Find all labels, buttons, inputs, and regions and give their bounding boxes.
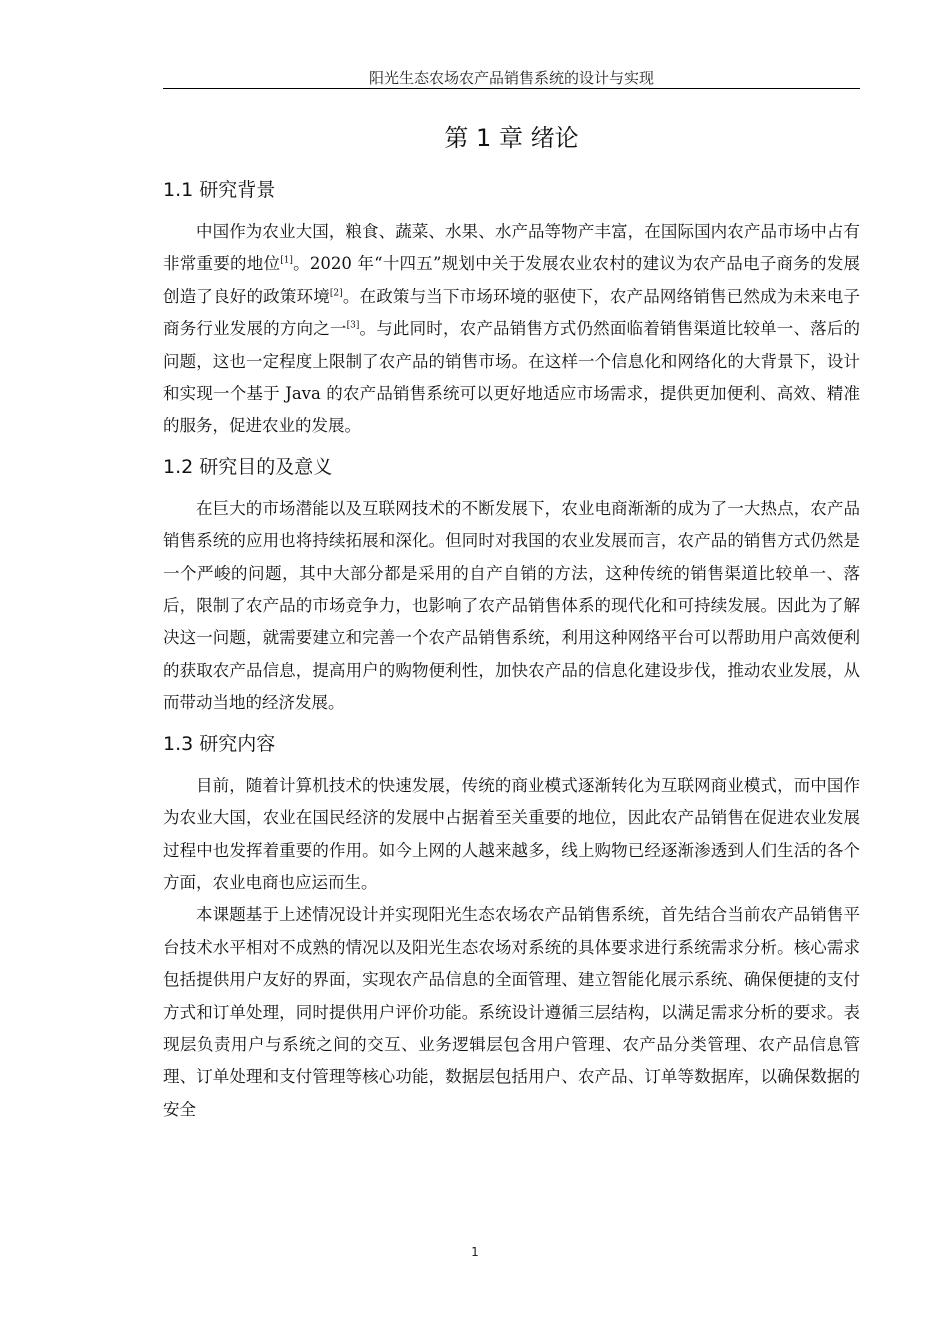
citation-ref-2[interactable]: [2] xyxy=(329,288,343,299)
page-body xyxy=(163,118,860,1126)
paragraph-background: 中国作为农业大国，粮食、蔬菜、水果、水产品等物产丰富，在国际国内农产品市场中占有非常重要的地位[1]。2020 年“十四五”规划中关于发展农业农村的建议为农产品电子商务的发展创造了良好的政策环境[2]。在政策与当下市场环境的驱使下，农产品网络销售已然成为未来电子商务行业发展的方向之一[3]。与此同时，农产品销售方式仍然面临着销售渠道比较单一、落后的问题，这也一定程度上限制了农产品的销售市场。在这样一个信息化和网络化的大背景下，设计和实现一个基于 Java 的农产品销售系统可以更好地适应市场需求，提供更加便利、高效、精准的服务，促进农业的发展。 xyxy=(163,222,861,436)
header-rule xyxy=(163,88,860,89)
paragraph-content-2: 本课题基于上述情况设计并实现阳光生态农场农产品销售系统，首先结合当前农产品销售平台技术水平相对不成熟的情况以及阳光生态农场对系统的具体要求进行系统需求分析。核心需求包括提供用户友好的界面，实现农产品信息的全面管理、建立智能化展示系统、确保便捷的支付方式和订单处理，同时提供用户评价功能。系统设计遵循三层结构，以满足需求分析的要求。表现层负责用户与系统之间的交互、业务逻辑层包含用户管理、农产品分类管理、农产品信息管理、订单处理和支付管理等核心功能，数据层包括用户、农产品、订单等数据库，以确保数据的安全 xyxy=(163,905,860,1119)
section-heading-1-2: 1.2 研究目的及意义 xyxy=(163,455,333,478)
section-heading-1-3: 1.3 研究内容 xyxy=(163,732,276,755)
running-header: 阳光生态农场农产品销售系统的设计与实现 xyxy=(368,69,654,87)
chapter-title: 第 1 章 绪论 xyxy=(444,124,579,152)
section-heading-1-1: 1.1 研究背景 xyxy=(163,179,276,201)
page-number: 1 xyxy=(471,1245,479,1259)
citation-ref-3[interactable]: [3] xyxy=(346,320,360,331)
citation-ref-1[interactable]: [1] xyxy=(280,255,293,266)
paragraph-content-1: 目前，随着计算机技术的快速发展，传统的商业模式逐渐转化为互联网商业模式，而中国作为农业大国，农业在国民经济的发展中占据着至关重要的地位，因此农产品销售在促进农业发展过程中也发挥着重要的作用。如今上网的人越来越多，线上购物已经逐渐渗透到人们生活的各个方面，农业电商也应运而生。 xyxy=(163,775,860,892)
paragraph-purpose: 在巨大的市场潜能以及互联网技术的不断发展下，农业电商渐渐的成为了一大热点，农产品销售系统的应用也将持续拓展和深化。但同时对我国的农业发展而言，农产品的销售方式仍然是一个严峻的问题，其中大部分都是采用的自产自销的方法，这种传统的销售渠道比较单一、落后，限制了农产品的市场竞争力，也影响了农产品销售体系的现代化和可持续发展。因此为了解决这一问题，就需要建立和完善一个农产品销售系统，利用这种网络平台可以帮助用户高效便利的获取农产品信息，提高用户的购物便利性，加快农产品的信息化建设步伐，推动农业发展，从而带动当地的经济发展。 xyxy=(163,498,860,713)
